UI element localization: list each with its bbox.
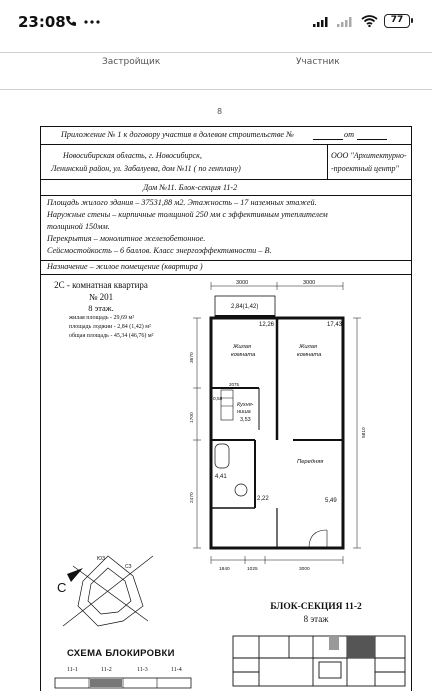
section-label: 11-2 xyxy=(101,667,112,673)
appendix-frame xyxy=(40,126,412,691)
spec-line: Сейсмостойкость – 6 баллов. Класс энергоэффективности – В. xyxy=(47,246,272,255)
room-name-label: Жилая xyxy=(233,344,252,350)
page-number: 8 xyxy=(217,107,223,116)
kitchen-area-label: 3,53 xyxy=(240,417,251,423)
room-area-label: 12,26 xyxy=(259,322,275,328)
loggia-area-label: 2,84(1,42) xyxy=(231,304,259,310)
kitchen-name-label: Кухня- xyxy=(237,402,254,408)
apartment-floor: 8 этаж. xyxy=(88,303,114,313)
dim-label: 1025 xyxy=(247,567,258,572)
hall-area-label: 5,49 xyxy=(325,498,337,504)
dim-label: 1840 xyxy=(219,567,230,572)
dim-label: 3670 xyxy=(190,352,195,363)
dim-label: 3000 xyxy=(299,567,310,572)
block-scheme-title: СХЕМА БЛОКИРОВКИ xyxy=(67,648,175,659)
loggia-area: площадь лоджии - 2,84 (1,42) м² xyxy=(69,324,151,330)
compass-north-label: С xyxy=(57,580,67,595)
more-icon xyxy=(84,20,100,24)
appendix-title: Приложение № 1 к договору участия в долевом строительстве № xyxy=(61,130,294,139)
dim-label: 3000 xyxy=(236,280,249,286)
dim-label: 2075 xyxy=(229,382,240,387)
section-label: 11-3 xyxy=(137,667,148,673)
bath-area-label: 4,41 xyxy=(215,474,227,480)
compass-label: СЗ xyxy=(125,564,132,570)
signal-icon xyxy=(313,15,331,27)
block-section-plan xyxy=(229,628,409,690)
dim-label: 2470 xyxy=(190,492,195,503)
spec-line: Наружные стены – кирпичные толщиной 250 мм с эффективным утеплителем xyxy=(47,210,328,219)
divider xyxy=(0,89,432,90)
hall-area-label: 2,22 xyxy=(257,496,269,502)
spec-line: толщиной 150мм. xyxy=(47,222,110,231)
section-label: 11-4 xyxy=(171,667,182,673)
company-line-2: -проектный центр" xyxy=(331,164,399,173)
bath-alt-area-label: 0,58 xyxy=(213,397,223,402)
signal-2-icon xyxy=(337,15,355,27)
developer-signature-label: Застройщик xyxy=(102,57,161,67)
apartment-number: № 201 xyxy=(88,292,114,302)
room-name-label: комната xyxy=(231,352,256,358)
floor-plan xyxy=(181,278,381,578)
document-viewer[interactable] xyxy=(0,44,432,691)
status-bar xyxy=(0,0,432,44)
appendix-from: от xyxy=(344,130,355,139)
kitchen-name-label: ниша xyxy=(237,409,251,415)
status-time: 23:08 xyxy=(18,13,66,31)
section-title: Дом №11. Блок-секция 11-2 xyxy=(143,183,238,192)
dim-label: 3000 xyxy=(303,280,316,286)
dim-label: 5810 xyxy=(362,427,367,438)
wifi-icon xyxy=(361,15,378,27)
block-scheme xyxy=(53,666,193,691)
dim-label: 1700 xyxy=(190,412,195,423)
spec-line: Перекрытия – монолитное железобетонное. xyxy=(47,234,206,243)
room-name-label: Жилая xyxy=(299,344,318,350)
block-section-floor: 8 этаж xyxy=(303,614,329,624)
compass-label: ЮЗ xyxy=(97,556,106,562)
company-line-1: ООО "Архитектурно- xyxy=(331,151,407,160)
hall-name-label: Передняя xyxy=(297,459,324,465)
compass-rose xyxy=(53,546,163,636)
spec-line: Площадь жилого здания – 37531,88 м2. Этажность – 17 наземных этажей. xyxy=(47,198,317,207)
block-section-title: БЛОК-СЕКЦИЯ 11-2 xyxy=(270,602,362,612)
living-area: жилая площадь - 29,69 м² xyxy=(69,315,135,321)
total-area: общая площадь - 45,34 (46,76) м² xyxy=(69,333,154,339)
battery-icon: 77 xyxy=(384,14,410,28)
apartment-type: 2С - комнатная квартира xyxy=(54,280,148,290)
divider xyxy=(0,52,432,53)
address-line-2: Ленинский район, ул. Забалуева, дом №11 ( по генплану) xyxy=(51,164,241,173)
room-name-label: комната xyxy=(297,352,322,358)
room-area-label: 17,43 xyxy=(327,322,343,328)
section-label: 11-1 xyxy=(67,667,78,673)
phone-icon xyxy=(65,15,77,27)
address-line-1: Новосибирская область, г. Новосибирск, xyxy=(63,151,202,160)
participant-signature-label: Участник xyxy=(296,57,340,67)
purpose-line: Назначение – жилое помещение (квартира ) xyxy=(47,262,203,271)
